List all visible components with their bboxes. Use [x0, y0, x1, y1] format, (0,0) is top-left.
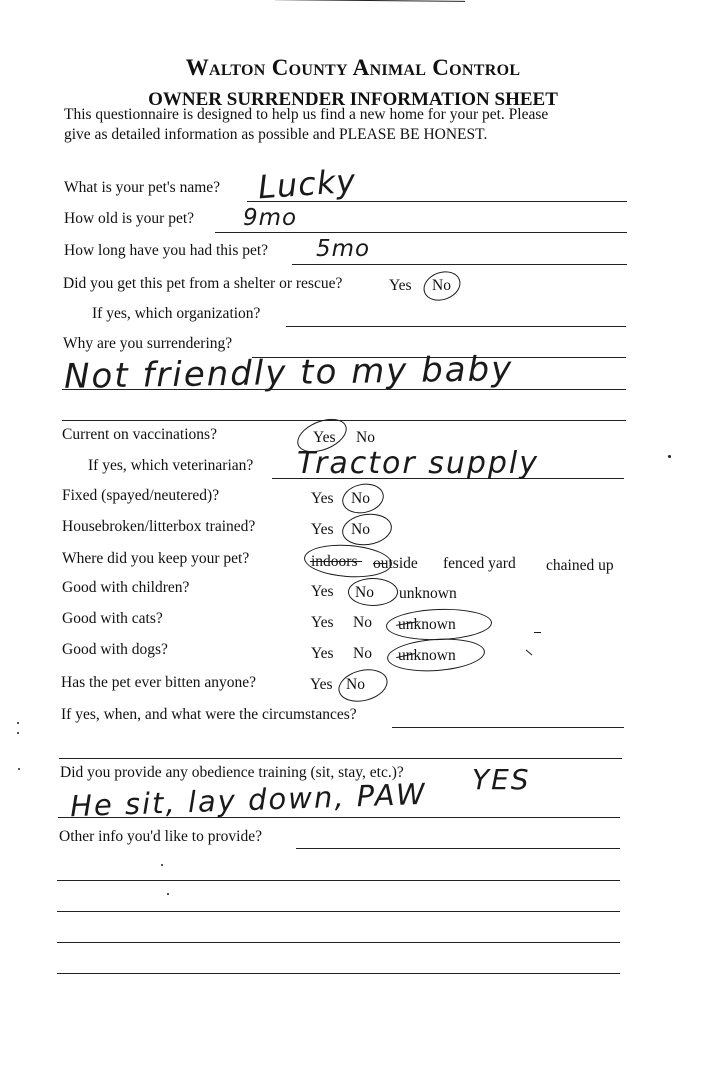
margin-mark-1 — [17, 722, 19, 724]
children-label: Good with children? — [62, 579, 190, 596]
vaccinations-label: Current on vaccinations? — [62, 426, 217, 443]
other-info-label: Other info you'd like to provide? — [59, 828, 262, 845]
fixed-no-circle — [339, 480, 386, 517]
circumstances-line-2 — [59, 758, 622, 759]
kept-label: Where did you keep your pet? — [62, 550, 250, 567]
cats-unknown[interactable]: unknown — [398, 616, 456, 633]
vaccinations-no[interactable]: No — [356, 429, 375, 446]
surrender-reason-answer[interactable]: Not friendly to my baby — [63, 349, 514, 397]
stray-mark-dogs — [526, 650, 533, 656]
speck-2 — [167, 893, 169, 895]
vaccinations-yes[interactable]: Yes — [313, 429, 336, 446]
housebroken-no-circle — [340, 511, 394, 549]
training-label: Did you provide any obedience training (sit, stay, etc.)? — [60, 764, 404, 781]
bitten-no[interactable]: No — [346, 676, 365, 693]
other-info-line-1 — [296, 848, 620, 849]
children-unknown[interactable]: unknown — [399, 585, 457, 602]
other-info-line-5 — [57, 973, 620, 974]
cats-unknown-circle — [385, 607, 492, 642]
kept-indoors[interactable]: indoors — [311, 553, 358, 570]
children-no-circle — [348, 578, 398, 606]
dogs-unknown[interactable]: unknown — [398, 647, 456, 664]
cats-no[interactable]: No — [353, 614, 372, 631]
pet-age-answer[interactable]: 9mo — [243, 205, 298, 231]
shelter-no[interactable]: No — [432, 277, 451, 294]
stray-mark — [668, 455, 671, 458]
pet-duration-line — [292, 264, 627, 265]
margin-mark-2 — [17, 732, 19, 734]
shelter-no-circle — [419, 266, 464, 305]
intro-line-1: This questionnaire is designed to help us find a new home for your pet. Please — [64, 106, 549, 123]
housebroken-label: Housebroken/litterbox trained? — [62, 518, 256, 535]
bitten-no-circle — [335, 664, 391, 706]
surrender-reason-label: Why are you surrendering? — [63, 335, 233, 352]
organization-line — [286, 326, 626, 327]
dogs-no[interactable]: No — [353, 645, 372, 662]
kept-fenced-yard[interactable]: fenced yard — [443, 555, 516, 572]
bitten-yes[interactable]: Yes — [310, 676, 333, 693]
intro-line-2: give as detailed information as possible and PLEASE BE HONEST. — [64, 126, 488, 143]
pet-duration-answer[interactable]: 5mo — [316, 236, 371, 262]
pet-duration-label: How long have you had this pet? — [64, 242, 269, 259]
other-info-line-2 — [57, 880, 620, 881]
speck-1 — [161, 864, 163, 866]
shelter-yes[interactable]: Yes — [389, 277, 412, 294]
circumstances-label: If yes, when, and what were the circumstances? — [61, 706, 357, 723]
cats-label: Good with cats? — [62, 610, 163, 627]
housebroken-yes[interactable]: Yes — [311, 521, 334, 538]
bitten-label: Has the pet ever bitten anyone? — [61, 674, 256, 691]
housebroken-no[interactable]: No — [351, 521, 370, 538]
top-edge-line — [275, 0, 465, 2]
shelter-label: Did you get this pet from a shelter or rescue? — [63, 275, 343, 292]
margin-mark-3 — [18, 768, 20, 770]
dogs-unknown-circle — [386, 636, 486, 675]
training-answer[interactable]: YES — [472, 763, 531, 796]
circumstances-line-1 — [392, 727, 624, 728]
kept-outside[interactable]: outside — [373, 555, 418, 572]
kept-indoors-circle — [303, 542, 393, 580]
kept-chained-up[interactable]: chained up — [546, 557, 614, 574]
pet-age-label: How old is your pet? — [64, 210, 195, 227]
fixed-label: Fixed (spayed/neutered)? — [62, 487, 220, 504]
stray-mark-cats — [534, 632, 541, 633]
veterinarian-label: If yes, which veterinarian? — [88, 457, 254, 474]
children-no[interactable]: No — [355, 584, 374, 601]
dogs-label: Good with dogs? — [62, 641, 168, 658]
fixed-no[interactable]: No — [351, 490, 370, 507]
cats-yes[interactable]: Yes — [311, 614, 334, 631]
other-info-line-4 — [57, 942, 620, 943]
pet-name-answer[interactable]: Lucky — [256, 161, 358, 207]
organization-label: If yes, which organization? — [92, 305, 261, 322]
pet-name-label: What is your pet's name? — [64, 179, 221, 196]
children-yes[interactable]: Yes — [311, 583, 334, 600]
fixed-yes[interactable]: Yes — [311, 490, 334, 507]
training-detail[interactable]: He sit, lay down, PAW — [69, 776, 428, 824]
other-info-line-3 — [57, 911, 620, 912]
veterinarian-answer[interactable]: Tractor supply — [297, 446, 540, 481]
form-subtitle: OWNER SURRENDER INFORMATION SHEET — [148, 89, 558, 110]
surrender-reason-line-3 — [62, 420, 626, 421]
dogs-yes[interactable]: Yes — [311, 645, 334, 662]
pet-age-line — [215, 232, 627, 233]
form-title: Walton County Animal Control — [185, 55, 521, 80]
surrender-reason-line-2 — [62, 389, 626, 390]
